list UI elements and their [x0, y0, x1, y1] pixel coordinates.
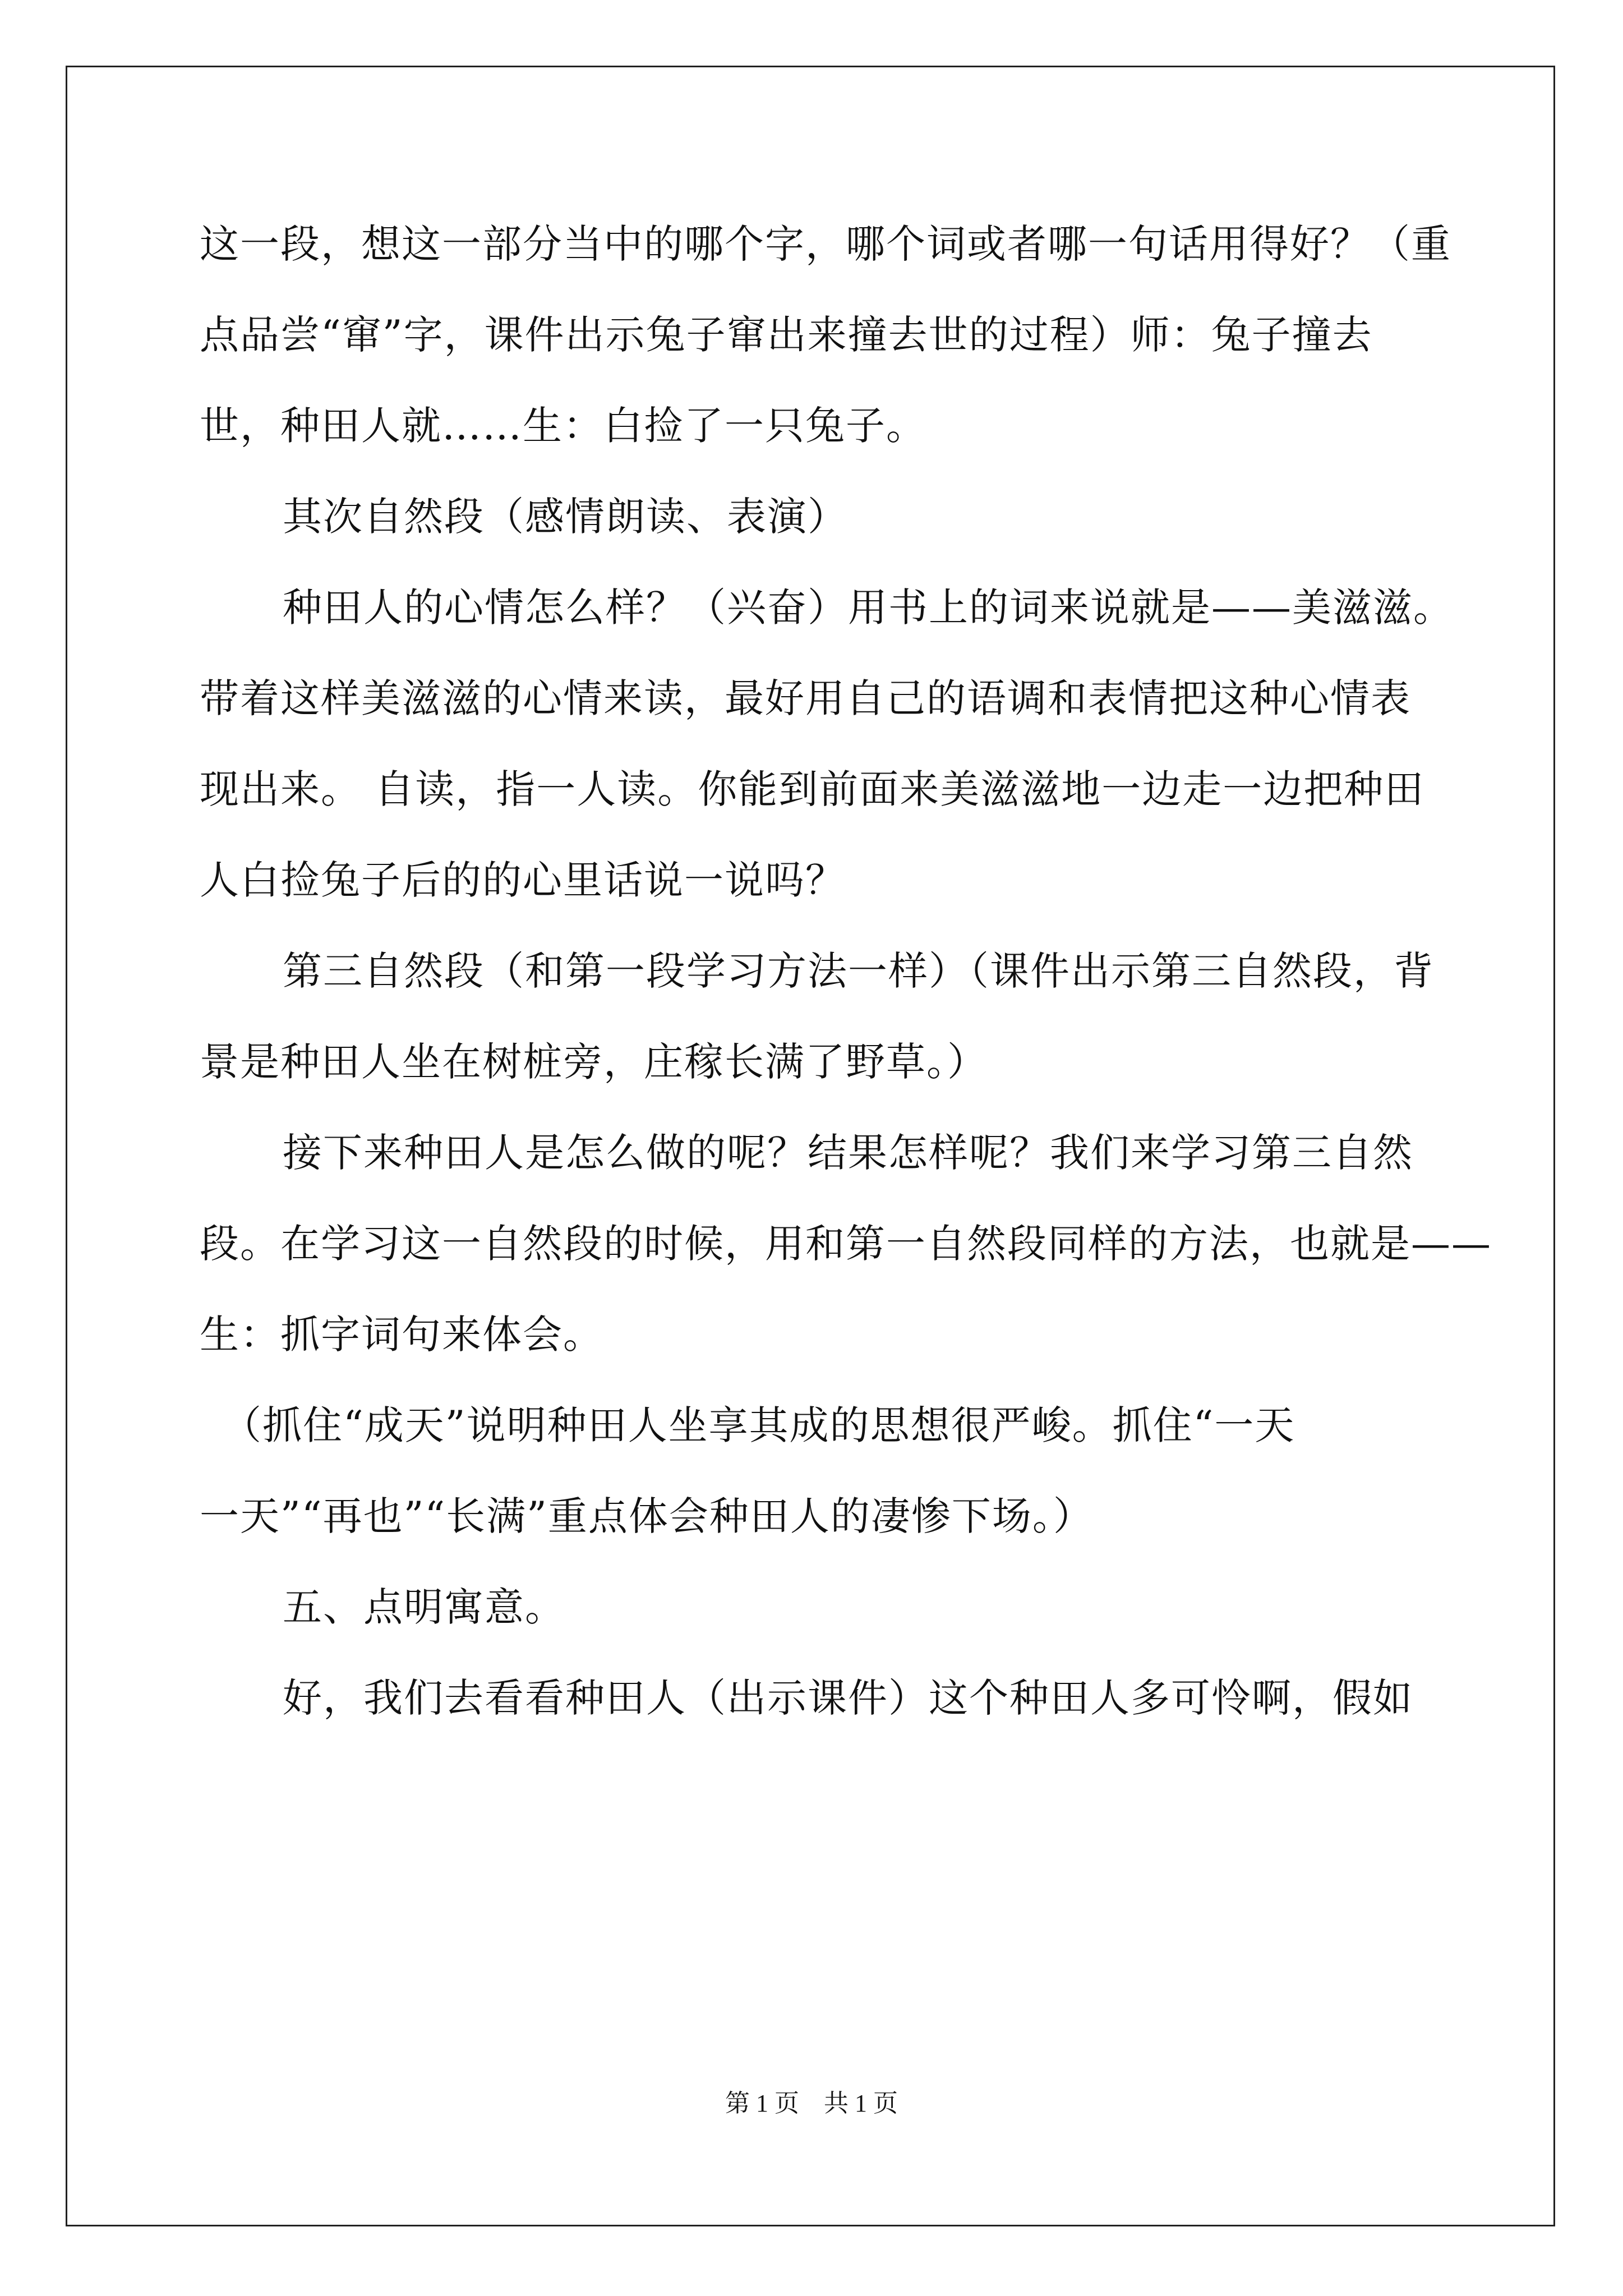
text-line: （抓住“成天”说明种田人坐享其成的思想很严峻。抓住“一天 — [222, 1402, 1295, 1448]
text-line: 现出来。 自读，指一人读。你能到前面来美滋滋地一边走一边把种田 — [200, 766, 1425, 812]
text-line: 一天”“再也”“长满”重点体会种田人的凄惨下场。） — [200, 1493, 1094, 1539]
text-line: 世，种田人就……生：白捡了一只兔子。 — [200, 403, 926, 449]
text-line: 接下来种田人是怎么做的呢？结果怎样呢？我们来学习第三自然 — [283, 1130, 1413, 1176]
text-line: 段。在学习这一自然段的时候，用和第一自然段同样的方法，也就是—— — [200, 1221, 1492, 1267]
text-line: 点品尝“窜”字，课件出示兔子窜出来撞去世的过程）师：兔子撞去 — [200, 312, 1373, 358]
text-line: 生：抓字词句来体会。 — [200, 1312, 603, 1358]
text-line: 带着这样美滋滋的心情来读，最好用自己的语调和表情把这种心情表 — [200, 675, 1411, 721]
text-line: 人白捡兔子后的的心里话说一说吗？ — [200, 857, 846, 903]
text-line: 其次自然段（感情朗读、表演） — [283, 494, 848, 540]
text-line: 种田人的心情怎么样？（兴奋）用书上的词来说就是——美滋滋。 — [283, 585, 1454, 631]
text-line: 第三自然段（和第一段学习方法一样）（课件出示第三自然段，背 — [283, 948, 1434, 994]
text-line: 好，我们去看看种田人（出示课件）这个种田人多可怜啊，假如 — [283, 1675, 1413, 1721]
text-line: 这一段，想这一部分当中的哪个字，哪个词或者哪一句话用得好？（重 — [200, 221, 1451, 267]
text-line: 五、点明寓意。 — [283, 1584, 565, 1630]
text-line: 景是种田人坐在树桩旁，庄稼长满了野草。） — [200, 1039, 988, 1085]
page-footer: 第 1 页 共 1 页 — [725, 2090, 898, 2117]
